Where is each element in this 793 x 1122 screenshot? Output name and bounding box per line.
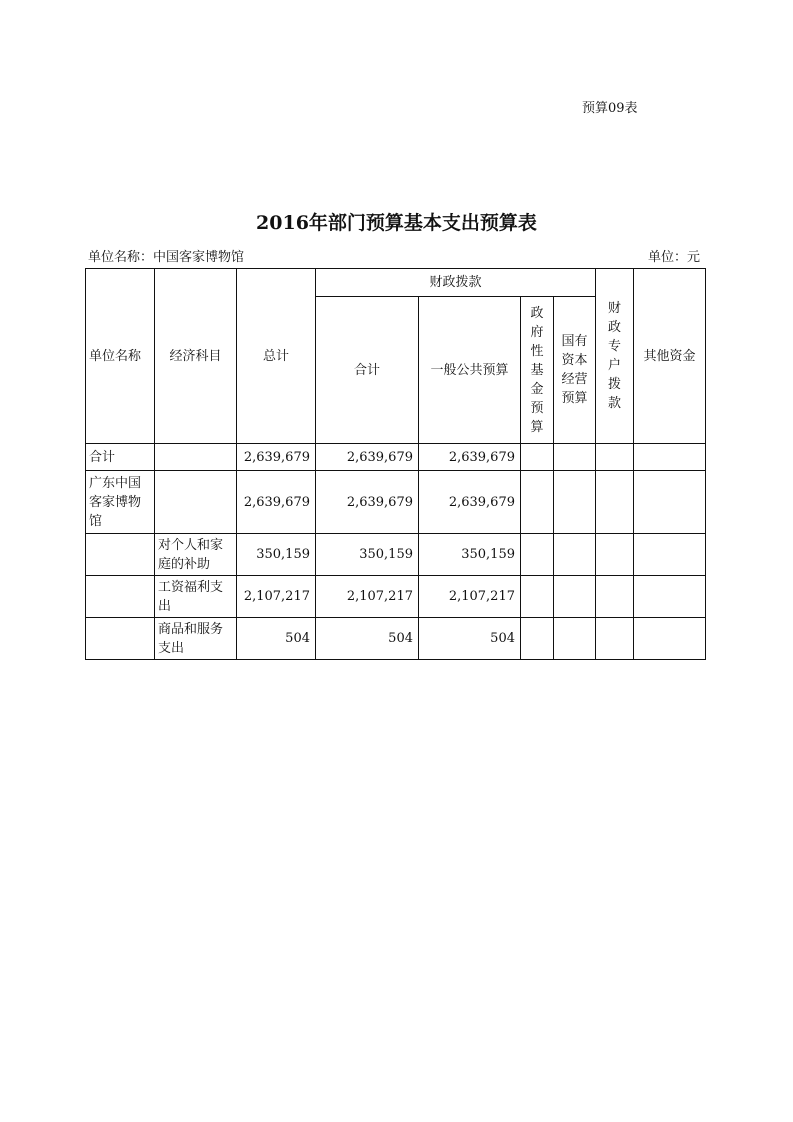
cell-other [634, 471, 706, 534]
cell-econ [155, 471, 237, 534]
cell-other [634, 576, 706, 618]
cell-state-capital [554, 444, 596, 471]
cell-unit [86, 618, 155, 660]
cell-other [634, 444, 706, 471]
header-economic-item: 经济科目 [155, 269, 237, 444]
cell-state-capital [554, 471, 596, 534]
budget-table [85, 268, 706, 660]
cell-gov-fund [521, 471, 554, 534]
header-total: 总计 [237, 269, 316, 444]
cell-state-capital [554, 534, 596, 576]
table-row [86, 576, 706, 618]
cell-special [596, 618, 634, 660]
cell-gov-fund [521, 576, 554, 618]
cell-total: 350,159 [237, 534, 316, 576]
table-row [86, 534, 706, 576]
cell-unit [86, 534, 155, 576]
cell-other [634, 618, 706, 660]
cell-subtotal: 2,639,679 [316, 471, 419, 534]
cell-state-capital [554, 576, 596, 618]
cell-general: 504 [419, 618, 521, 660]
cell-total: 2,107,217 [237, 576, 316, 618]
table-row [86, 471, 706, 534]
unit-name-label: 单位名称：中国客家博物馆 [88, 250, 245, 265]
cell-special [596, 576, 634, 618]
cell-total: 504 [237, 618, 316, 660]
cell-general: 350,159 [419, 534, 521, 576]
cell-total: 2,639,679 [237, 471, 316, 534]
cell-general: 2,639,679 [419, 471, 521, 534]
header-subtotal: 合计 [316, 297, 419, 444]
cell-unit: 合计 [86, 444, 155, 471]
header-unit-name: 单位名称 [86, 269, 155, 444]
cell-general: 2,107,217 [419, 576, 521, 618]
table-row [86, 618, 706, 660]
cell-other [634, 534, 706, 576]
header-government-fund-budget: 政 府 性 基 金 预 算 [521, 297, 554, 444]
cell-econ: 商品和服务支出 [155, 618, 237, 660]
cell-subtotal: 350,159 [316, 534, 419, 576]
cell-econ: 工资福利支出 [155, 576, 237, 618]
header-fiscal-allocation: 财政拨款 [316, 269, 596, 297]
cell-gov-fund [521, 534, 554, 576]
cell-unit: 广东中国客家博物馆 [86, 471, 155, 534]
header-general-public-budget: 一般公共预算 [419, 297, 521, 444]
cell-special [596, 534, 634, 576]
cell-unit [86, 576, 155, 618]
cell-special [596, 444, 634, 471]
header-fiscal-special-account: 财 政 专 户 拨 款 [596, 269, 634, 444]
cell-subtotal: 2,107,217 [316, 576, 419, 618]
cell-subtotal: 504 [316, 618, 419, 660]
cell-econ: 对个人和家庭的补助 [155, 534, 237, 576]
page-title: 2016年部门预算基本支出预算表 [256, 212, 537, 234]
header-state-capital-budget: 国有 资本 经营 预算 [554, 297, 596, 444]
currency-unit-label: 单位：元 [648, 250, 701, 265]
form-code: 预算09表 [582, 101, 638, 116]
cell-total: 2,639,679 [237, 444, 316, 471]
cell-special [596, 471, 634, 534]
table-row [86, 444, 706, 471]
header-other-funds: 其他资金 [634, 269, 706, 444]
cell-subtotal: 2,639,679 [316, 444, 419, 471]
cell-econ [155, 444, 237, 471]
cell-state-capital [554, 618, 596, 660]
cell-general: 2,639,679 [419, 444, 521, 471]
cell-gov-fund [521, 444, 554, 471]
cell-gov-fund [521, 618, 554, 660]
